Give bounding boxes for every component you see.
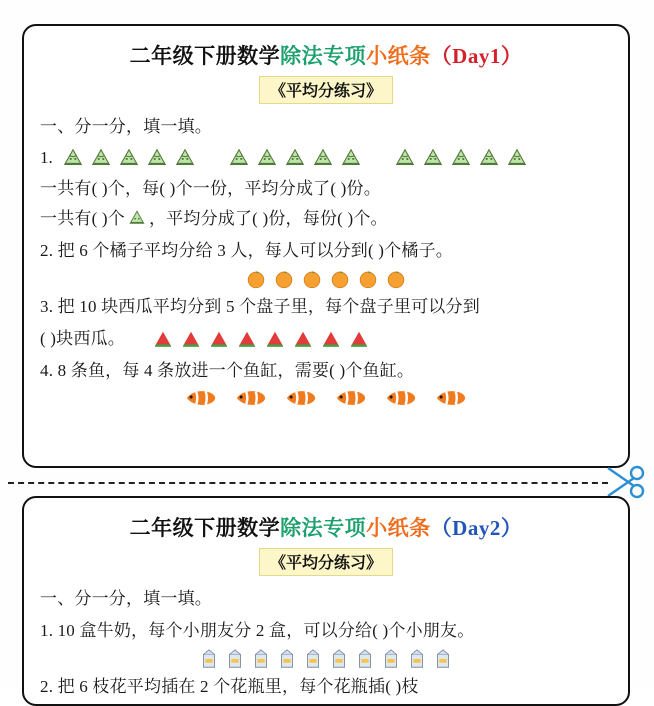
item1-icon-row-day1 (40, 144, 612, 172)
section-heading-day2: 一、分一分，填一填。 (40, 589, 212, 608)
item3-row-day1 (40, 324, 612, 354)
watermelon-slice-icon (180, 329, 202, 349)
watermelon-slice-icon (264, 329, 286, 349)
clownfish-icon (285, 388, 317, 408)
page-title-day2 (40, 512, 612, 542)
item2-icon-row-day1 (40, 268, 612, 290)
clownfish-icon (185, 388, 217, 408)
item1-text-day2: 1. 10 盒牛奶，每个小朋友分 2 盒，可以分给( )个小朋友。 (40, 621, 475, 640)
item2-text-day1: 2. 把 6 个橘子平均分给 3 人，每人可以分到( )个橘子。 (40, 241, 453, 260)
milk-carton-icon (407, 648, 427, 670)
item1-line-b-day1 (40, 204, 612, 234)
rice-dumpling-icon (256, 147, 278, 169)
item1-icon-row-day2 (40, 648, 612, 670)
rice-dumpling-icon (90, 147, 112, 169)
rice-dumpling-icon (128, 204, 146, 234)
milk-carton-icon (303, 648, 323, 670)
item4-text-day1: 4. 8 条鱼，每 4 条放进一个鱼缸，需要( )个鱼缸。 (40, 361, 415, 380)
dumpling-group-2 (225, 147, 365, 169)
rice-dumpling-icon (284, 147, 306, 169)
rice-dumpling-icon (62, 147, 84, 169)
title-part-slip: 小纸条 (366, 44, 431, 68)
subtitle-day2: 《平均分练习》 (259, 548, 393, 576)
watermelon-slice-icon (152, 329, 174, 349)
rice-dumpling-icon (118, 147, 140, 169)
title-part-grade: 二年级下册数学 (129, 516, 281, 540)
item1-line-a-day1: 一共有( )个，每( )个一份，平均分成了( )份。 (40, 179, 381, 198)
item3-text-line1-day1: 3. 把 10 块西瓜平均分到 5 个盘子里，每个盘子里可以分到 (40, 297, 480, 316)
subtitle-container-day1 (40, 76, 612, 104)
rice-dumpling-icon (478, 147, 500, 169)
title-part-topic: 除法专项 (280, 516, 367, 540)
worksheet-card-day1 (22, 24, 630, 468)
milk-carton-icon (225, 648, 245, 670)
dumpling-group-1 (59, 147, 199, 169)
rice-dumpling-icon (174, 147, 196, 169)
page-title-day1 (40, 40, 612, 70)
milk-carton-icon (277, 648, 297, 670)
clownfish-icon (435, 388, 467, 408)
clownfish-icon (335, 388, 367, 408)
section-heading-day1: 一、分一分，填一填。 (40, 117, 212, 136)
orange-icon (329, 268, 351, 290)
item1-number-day1: 1. (40, 148, 53, 167)
milk-carton-icon (381, 648, 401, 670)
subtitle-day1: 《平均分练习》 (259, 76, 393, 104)
milk-carton-icon (433, 648, 453, 670)
rice-dumpling-icon (450, 147, 472, 169)
rice-dumpling-icon (228, 147, 250, 169)
milk-carton-icon (199, 648, 219, 670)
worksheet-card-day2 (22, 496, 630, 706)
rice-dumpling-icon (422, 147, 444, 169)
watermelon-slice-icon (236, 329, 258, 349)
item1-line-b-pre: 一共有( )个 (40, 209, 125, 228)
item4-icon-row-day1 (40, 388, 612, 408)
orange-icon (273, 268, 295, 290)
rice-dumpling-icon (340, 147, 362, 169)
title-part-day: （Day2） (430, 516, 523, 540)
watermelon-slice-icon (348, 329, 370, 349)
milk-carton-icon (251, 648, 271, 670)
watermelon-slice-icon (208, 329, 230, 349)
subtitle-container-day2 (40, 548, 612, 576)
orange-icon (385, 268, 407, 290)
title-part-day: （Day1） (430, 44, 523, 68)
clownfish-icon (385, 388, 417, 408)
title-part-topic: 除法专项 (280, 44, 367, 68)
clownfish-icon (235, 388, 267, 408)
item3-text-line2-day1: ( )块西瓜。 (40, 329, 125, 348)
title-part-grade: 二年级下册数学 (129, 44, 281, 68)
milk-carton-icon (329, 648, 349, 670)
watermelon-slice-icon (292, 329, 314, 349)
cut-guide-line (8, 482, 608, 484)
milk-carton-icon (355, 648, 375, 670)
rice-dumpling-icon (394, 147, 416, 169)
rice-dumpling-icon (506, 147, 528, 169)
rice-dumpling-icon (146, 147, 168, 169)
watermelon-slice-icon (320, 329, 342, 349)
title-part-slip: 小纸条 (366, 516, 431, 540)
item1-line-b-post: ，平均分成了( )份，每份( )个。 (148, 209, 388, 228)
orange-icon (301, 268, 323, 290)
orange-icon (245, 268, 267, 290)
orange-icon (357, 268, 379, 290)
dumpling-group-3 (391, 147, 531, 169)
rice-dumpling-icon (312, 147, 334, 169)
item2-text-day2: 2. 把 6 枝花平均插在 2 个花瓶里，每个花瓶插( )枝 (40, 677, 419, 696)
